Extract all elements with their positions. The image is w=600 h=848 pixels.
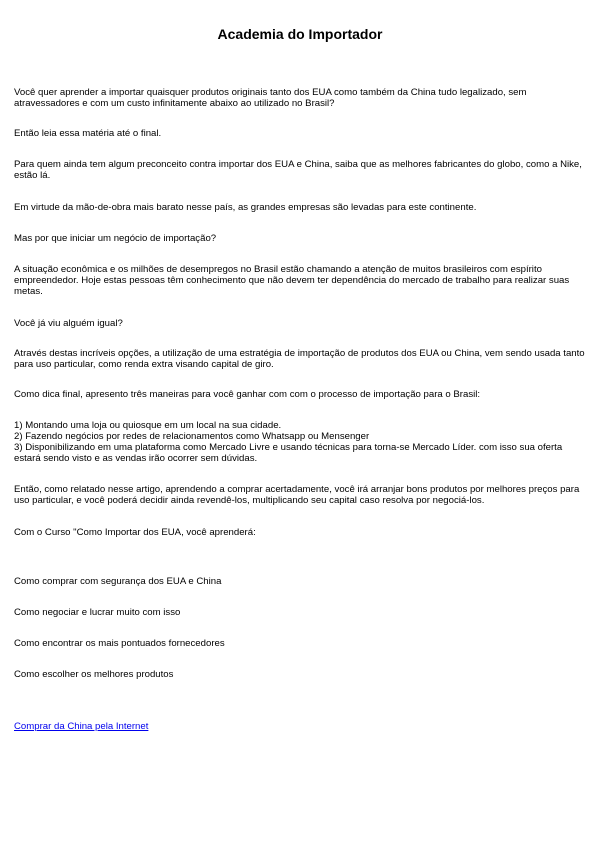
paragraph-prejudice: Para quem ainda tem algum preconceito contra importar dos EUA e China, saiba que as melhores fabricantes do globo, como a Nike, estão lá. (14, 159, 582, 181)
paragraph-conclusion: Então, como relatado nesse artigo, aprendendo a comprar acertadamente, você irá arranjar bons produtos por melhores preços para uso particular, e você poderá decidir ainda revendê-los, multiplicando seu capital caso resolva por negociá-los. (14, 484, 580, 506)
course-topic: Como encontrar os mais pontuados fornecedores (14, 638, 225, 649)
method-item: 1) Montando uma loja ou quiosque em um local na sua cidade. (14, 420, 282, 431)
method-item: 2) Fazendo negócios por redes de relacionamentos como Whatsapp ou Mensenger (14, 431, 370, 442)
paragraph-why-import: Mas por que iniciar um negócio de importação? (14, 233, 217, 244)
method-item: 3) Disponibilizando em uma plataforma como Mercado Livre e usando técnicas para torna-se Mercado Líder. com isso sua oferta estará sendo visto e as vendas irão ocorrer sem dúvidas. (14, 442, 563, 464)
paragraph-strategy: Através destas incríveis opções, a utilização de uma estratégia de importação de produtos dos EUA ou China, vem sendo usada tanto para uso particular, como renda extra visando capital de giro. (14, 348, 585, 370)
china-internet-link[interactable]: Comprar da China pela Internet (14, 721, 149, 732)
paragraph-read-till-end: Então leia essa matéria até o final. (14, 128, 162, 139)
paragraph-final-tip: Como dica final, apresento três maneiras para você ganhar com com o processo de importação para o Brasil: (14, 389, 481, 400)
course-topic: Como comprar com segurança dos EUA e China (14, 576, 222, 587)
course-topic: Como escolher os melhores produtos (14, 669, 174, 680)
paragraph-economy: A situação econômica e os milhões de desempregos no Brasil estão chamando a atenção de muitos brasileiros com espírito empreendedor. Hoje estas pessoas têm conhecimento que não devem ter dependência do mercado de trabalho para realizar suas metas. (14, 264, 570, 297)
link-paragraph (14, 721, 588, 732)
paragraph-seen-someone: Você já viu alguém igual? (14, 318, 123, 329)
methods-list (14, 420, 588, 464)
paragraph-intro: Você quer aprender a importar quaisquer produtos originais tanto dos EUA como também da China tudo legalizado, sem atravessadores e com um custo infinitamente abaixo ao utilizado no Brasil? (14, 87, 527, 109)
course-topic: Como negociar e lucrar muito com isso (14, 607, 181, 618)
page-title: Academia do Importador (217, 26, 383, 42)
paragraph-course-intro: Com o Curso "Como Importar dos EUA, você aprenderá: (14, 527, 256, 538)
paragraph-labor: Em virtude da mão-de-obra mais barato nesse país, as grandes empresas são levadas para este continente. (14, 202, 477, 213)
